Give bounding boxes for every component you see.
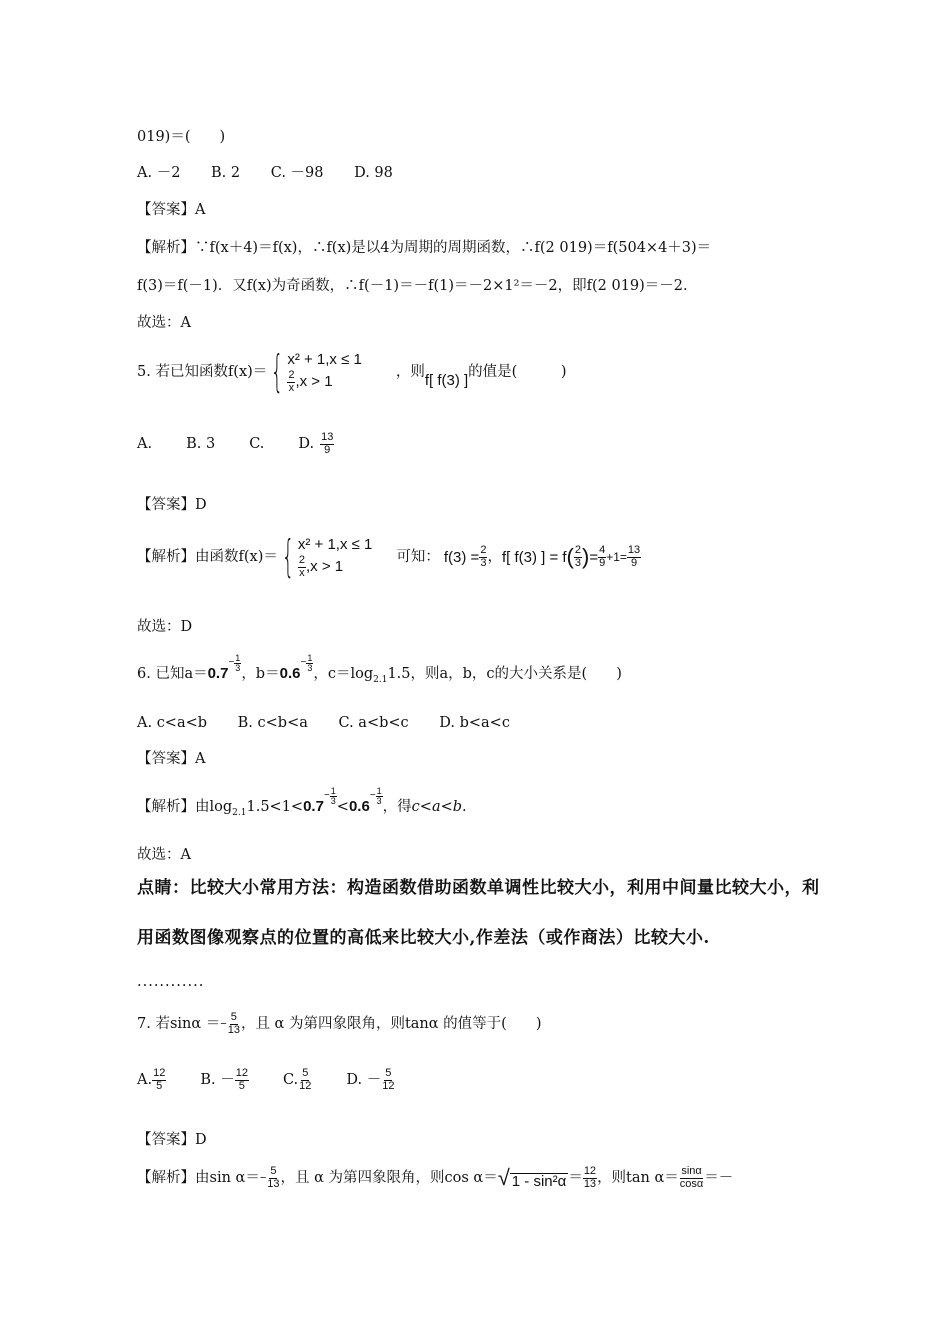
case-2: $\frac{2}{x}$ ,x > 1 <box>288 369 333 394</box>
explanation-4-line2: f(3)＝f(－1)．又f(x)为奇函数，∴f(－1)＝－f(1)＝－2×1²＝－2，即f(2 019)＝－2. <box>137 278 688 294</box>
q5-mid: ，则 <box>395 363 425 380</box>
q5-expression: f[ f(3) ] <box>424 371 469 389</box>
q5-option-a: A. <box>137 435 153 452</box>
q5-option-d-fraction: $\frac{13}{9}$ <box>321 431 334 456</box>
exp5-ff: f[ f(3) ] = f <box>501 548 567 566</box>
option-a: A. －2 <box>137 165 181 181</box>
q5-option-b: B. 3 <box>186 435 216 452</box>
q5-suffix: 的值是( ) <box>468 363 567 380</box>
option-c: C. －98 <box>270 165 324 181</box>
question-5 <box>137 346 567 398</box>
question-4-options <box>137 166 419 181</box>
answer-6: 【答案】A <box>137 751 206 767</box>
cases <box>287 350 362 394</box>
answer-5: 【答案】D <box>137 497 207 513</box>
question-7-options: A. $\frac{12}{5}$ B. － $\frac{12}{5}$ C. $\frac{5}{12}$ D. － $\frac{5}{12}$ <box>137 1067 395 1092</box>
ellipsis-divider: ............ <box>137 974 205 990</box>
question-7: 7. 若sinα ＝ − $\frac{5}{13}$ ，且 α 为第四象限角，则tanα 的值等于( ) <box>137 1011 542 1036</box>
question-6: 6. 已知a＝0.7− $\frac{1}{3}$ ，b＝0.6− $\frac{1}{3}$ ，$c=\log_{2.1}1.5$，则a，b，c的大小关系是( ) <box>137 653 622 685</box>
piecewise-function <box>267 346 362 398</box>
answer-7: 【答案】D <box>137 1132 207 1148</box>
brace-glyph-2: { <box>281 531 295 583</box>
square-root: √ 1 - sin²α <box>497 1165 567 1191</box>
selection-4: 故选：A <box>137 315 191 331</box>
q7-option-c: C. <box>282 1071 299 1088</box>
explanation-7: 【解析】由sin α＝ − $\frac{5}{13}$ ，且 α 为第四象限角，则cos α＝ √ 1 - sin²α ＝ $\frac{12}{13}$ ，则tan α＝ $\frac{\sin\alpha}{\cos\alpha}$ ＝－ <box>137 1165 734 1191</box>
explanation-4-line1: 【解析】∵f(x＋4)＝f(x)，∴f(x)是以4为周期的周期函数，∴f(2 019)＝f(504×4＋3)＝ <box>137 240 712 256</box>
q7-option-a: A. <box>137 1071 153 1088</box>
exp5-mid: 可知： <box>396 548 440 565</box>
exp5-f3: f(3) = <box>443 548 480 566</box>
question-5-options <box>137 432 334 456</box>
selection-5: 故选：D <box>137 619 193 635</box>
question-4-tail: 019)＝( ) <box>137 129 226 145</box>
q7-option-d: D. － <box>346 1071 382 1088</box>
selection-6: 故选：A <box>137 847 191 863</box>
exp5-prefix: 【解析】由函数f(x)＝ <box>137 548 278 565</box>
answer-4: 【答案】A <box>137 202 206 218</box>
case-2-fraction: $\frac{2}{x}$ <box>288 369 295 394</box>
question-6-options: A. c<a<b B. c<b<a C. a<b<c D. b<a<c <box>137 715 510 731</box>
explanation-5: 【解析】由函数f(x)＝ { x² + 1,x ≤ 1 $\frac{2}{x}$ ,x > 1 可知： f(3) = $\frac{2}{3}$ ， f[ f(3) ] = f ( $\frac{2}{3}$ ) = $\frac{4}{9}$ +1= $\frac{13}{9}$ <box>137 531 641 583</box>
case-1: x² + 1,x ≤ 1 <box>287 351 362 368</box>
option-b: B. 2 <box>211 165 241 181</box>
note-line1: 点睛：比较大小常用方法：构造函数借助函数单调性比较大小，利用中间量比较大小，利 <box>137 878 820 898</box>
note-line2: 用函数图像观察点的位置的高低来比较大小,作差法（或作商法）比较大小. <box>137 928 710 948</box>
q5-option-c: C. <box>249 435 265 452</box>
q5-prefix: 5. 若已知函数f(x)＝ <box>137 363 268 380</box>
exp5-piecewise: { x² + 1,x ≤ 1 $\frac{2}{x}$ ,x > 1 <box>281 531 373 583</box>
brace-glyph: { <box>271 346 284 398</box>
option-d: D. 98 <box>354 165 393 181</box>
explanation-6: 【解析】由$\log_{2.1}1.5<1<0.7^-$ $\frac{1}{3}$ <0.6− $\frac{1}{3}$ ，得c<a<b. <box>137 786 467 818</box>
q7-option-b: B. － <box>200 1071 235 1088</box>
q5-option-d: D. <box>298 435 315 452</box>
